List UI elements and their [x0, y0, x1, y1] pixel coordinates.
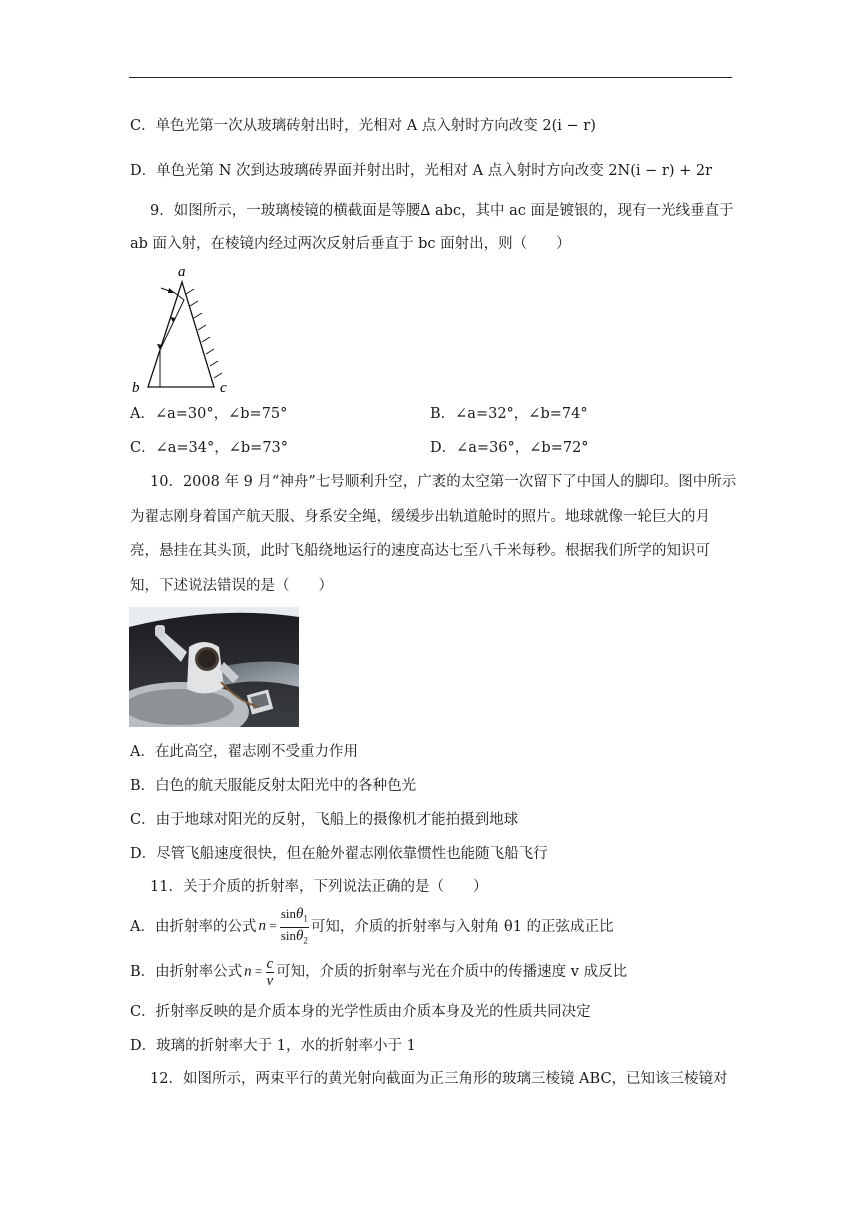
q10-stem-line1: 10．2008 年 9 月“神舟”七号顺利升空，广袤的太空第一次留下了中国人的脚印。图中所示: [150, 474, 737, 490]
q9-option-a: A．∠a=30°，∠b=75°: [130, 406, 288, 422]
q11-option-a-pre: A．由折射率的公式: [130, 919, 257, 936]
q10-option-d: D．尽管飞船速度很快，但在舱外翟志刚依靠惯性也能随飞船飞行: [130, 846, 548, 862]
q10-option-a: A．在此高空，翟志刚不受重力作用: [130, 744, 358, 760]
q9-stem-line1: 9．如图所示，一玻璃棱镜的横截面是等腰∆ abc，其中 ac 面是镀银的，现有一光线垂直于: [150, 203, 734, 219]
q11-option-a: [130, 906, 614, 948]
q11-option-c: C．折射率反映的是介质本身的光学性质由介质本身及光的性质共同决定: [130, 1004, 591, 1020]
q8-option-d: D．单色光第 N 次到达玻璃砖界面并射出时，光相对 A 点入射时方向改变 2N(i − r) + 2r: [130, 163, 713, 179]
q10-stem-line4: 知，下述说法错误的是（ ）: [130, 578, 333, 594]
vertex-a-label: a: [178, 264, 186, 280]
vertex-c-label: c: [220, 380, 227, 394]
q11-option-b-post: 可知，介质的折射率与光在介质中的传播速度 v 成反比: [276, 964, 628, 980]
q11-option-b-pre: B．由折射率公式: [130, 964, 243, 980]
q9-option-b: B．∠a=32°，∠b=74°: [430, 406, 588, 422]
q11-option-d: D．玻璃的折射率大于 1，水的折射率小于 1: [130, 1038, 416, 1054]
q12-stem: 12．如图所示，两束平行的黄光射向截面为正三角形的玻璃三棱镜 ABC，已知该三棱镜对: [150, 1071, 728, 1087]
q11-option-b: [130, 954, 627, 990]
q8-option-c: C．单色光第一次从玻璃砖射出时，光相对 A 点入射时方向改变 2(i − r): [130, 118, 596, 134]
q9-option-c: C．∠a=34°，∠b=73°: [130, 440, 289, 456]
refraction-formula-sin: n = $\frac{\sin\theta_1}{\sin\theta_2}$: [258, 906, 308, 946]
refraction-formula-cv: n = $\frac{c}{v}$: [244, 955, 274, 989]
astronaut-photo: [129, 607, 299, 727]
q9-stem-line2: ab 面入射，在棱镜内经过两次反射后垂直于 bc 面射出，则（ ）: [130, 236, 571, 252]
q11-option-a-post: 可知，介质的折射率与入射角 θ1 的正弦成正比: [310, 919, 614, 936]
q11-stem: 11．关于介质的折射率，下列说法正确的是（ ）: [150, 879, 488, 895]
vertex-b-label: b: [132, 380, 140, 394]
q10-stem-line3: 亮，悬挂在其头顶，此时飞船绕地运行的速度高达七至八千米每秒。根据我们所学的知识可: [130, 543, 710, 559]
header-rule: [129, 77, 732, 78]
q10-option-c: C．由于地球对阳光的反射，飞船上的摄像机才能拍摄到地球: [130, 812, 519, 828]
q9-option-d: D．∠a=36°，∠b=72°: [430, 440, 589, 456]
q10-stem-line2: 为翟志刚身着国产航天服、身系安全绳，缓缓步出轨道舱时的照片。地球就像一轮巨大的月: [130, 509, 710, 525]
q10-option-b: B．白色的航天服能反射太阳光中的各种色光: [130, 778, 417, 794]
prism-figure: [128, 262, 238, 394]
